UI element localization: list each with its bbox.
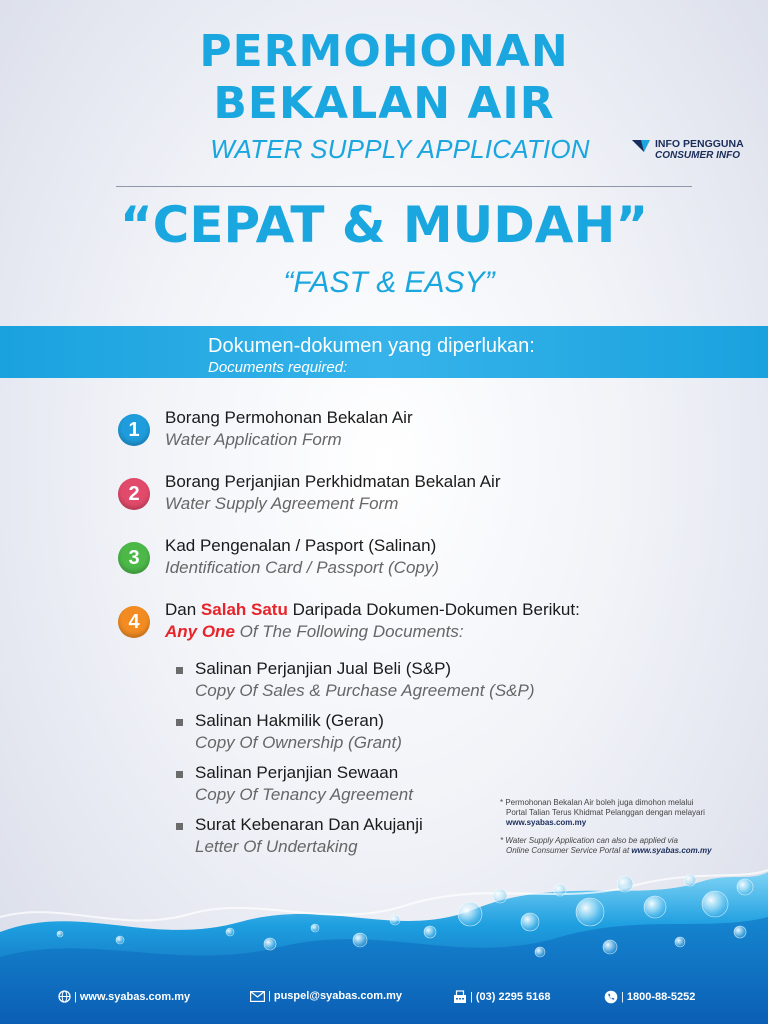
note-en-url[interactable]: www.syabas.com.my: [631, 846, 712, 855]
email-text[interactable]: puspel@syabas.com.my: [273, 990, 402, 1002]
document-ms: Borang Perjanjian Perkhidmatan Bekalan Air: [165, 472, 501, 491]
text-post: Daripada Dokumen-Dokumen Berikut:: [287, 600, 580, 619]
document-en: Identification Card / Passport (Copy): [165, 558, 440, 577]
footer-email[interactable]: [250, 990, 402, 1002]
option-ms: Surat Kebenaran Dan Akujanji: [195, 815, 423, 834]
option-en: Copy Of Sales & Purchase Agreement (S&P): [195, 681, 535, 700]
option-en: Letter Of Undertaking: [195, 837, 358, 856]
badge-label-en: CONSUMER INFO: [655, 150, 740, 161]
document-ms: [165, 599, 580, 621]
envelope-icon: [250, 991, 265, 1002]
text-post-en: Of The Following Documents:: [234, 622, 464, 641]
consumer-info-badge: [632, 138, 744, 162]
separator: |: [268, 990, 271, 1002]
separator: |: [621, 991, 624, 1003]
option-ms: Salinan Perjanjian Jual Beli (S&P): [195, 659, 452, 678]
documents-banner: [0, 326, 768, 378]
fax-text: (03) 2295 5168: [475, 991, 551, 1003]
number-badge-4: 4: [118, 606, 150, 638]
banner-title-en: Documents required:: [208, 359, 348, 376]
badge-label-ms: INFO PENGGUNA: [655, 138, 744, 150]
header-divider: [116, 186, 692, 187]
note-en-line-1: * Water Supply Application can also be applied via: [500, 836, 678, 845]
number-badge-2: 2: [118, 478, 150, 510]
highlight-any-one: Any One: [165, 622, 235, 641]
note-en-line-2: Online Consumer Service Portal at: [506, 846, 632, 855]
globe-icon: [58, 990, 71, 1003]
note-ms-line-1: * Permohonan Bekalan Air boleh juga dimohon melalui: [500, 798, 694, 807]
footer-fax: [453, 990, 550, 1004]
document-ms: Borang Permohonan Bekalan Air: [165, 408, 413, 427]
option-ms: Salinan Perjanjian Sewaan: [195, 763, 399, 782]
option-en: Copy Of Tenancy Agreement: [195, 785, 413, 804]
text-pre: Dan: [165, 600, 201, 619]
footer-website[interactable]: [58, 990, 190, 1003]
document-ms: Kad Pengenalan / Pasport (Salinan): [165, 536, 437, 555]
number-badge-1: 1: [118, 414, 150, 446]
bullet-icon: [176, 719, 183, 726]
highlight-salah-satu: Salah Satu: [200, 600, 288, 619]
option-en: Copy Of Ownership (Grant): [195, 733, 402, 752]
number-badge-3: 3: [118, 542, 150, 574]
footer-phone[interactable]: [604, 990, 695, 1004]
info-pengguna-logo-icon: [632, 140, 650, 152]
website-text[interactable]: www.syabas.com.my: [79, 990, 191, 1003]
note-ms-line-2: Portal Talian Terus Khidmat Pelanggan dengan melayari: [506, 808, 705, 817]
subtitle-english: WATER SUPPLY APPLICATION: [210, 134, 590, 164]
bullet-icon: [176, 823, 183, 830]
separator: |: [470, 991, 473, 1003]
document-en: Water Application Form: [165, 430, 342, 449]
online-application-note: [500, 798, 762, 864]
phone-text[interactable]: 1800-88-5252: [626, 991, 696, 1003]
footer-contacts: [0, 990, 768, 1008]
document-en: [165, 621, 580, 643]
option-ms: Salinan Hakmilik (Geran): [195, 711, 384, 730]
phone-icon: [604, 990, 618, 1004]
title-line-1: PERMOHONAN: [199, 26, 569, 77]
slogan-en: “FAST & EASY”: [283, 266, 495, 299]
bullet-icon: [176, 667, 183, 674]
document-en: Water Supply Agreement Form: [165, 494, 399, 513]
banner-title-ms: Dokumen-dokumen yang diperlukan:: [208, 335, 535, 357]
slogan-ms: “CEPAT & MUDAH”: [119, 196, 649, 254]
note-ms-url[interactable]: www.syabas.com.my: [506, 818, 587, 827]
bullet-icon: [176, 771, 183, 778]
fax-icon: [453, 990, 467, 1004]
title-line-2: BEKALAN AIR: [213, 78, 555, 129]
separator: |: [74, 990, 77, 1003]
